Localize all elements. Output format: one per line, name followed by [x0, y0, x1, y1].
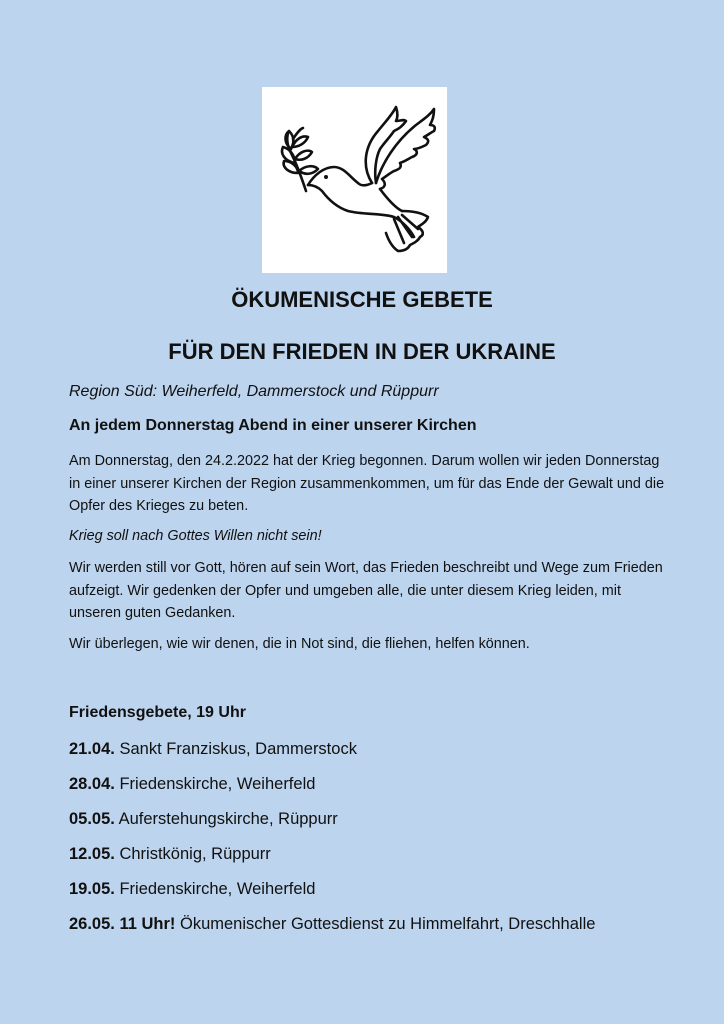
schedule-place: Ökumenischer Gottesdienst zu Himmelfahrt, Dreschhalle	[180, 915, 596, 933]
schedule-date: 28.04.	[69, 775, 115, 793]
schedule-place: Christkönig, Rüppurr	[119, 845, 271, 863]
schedule-item	[69, 810, 669, 829]
schedule-place: Friedenskirche, Weiherfeld	[119, 775, 316, 793]
schedule-time-note: 11 Uhr!	[119, 915, 176, 933]
schedule-item	[69, 845, 669, 864]
schedule-heading: Friedensgebete, 19 Uhr	[69, 704, 246, 721]
schedule-place: Sankt Franziskus, Dammerstock	[119, 740, 357, 758]
schedule-item	[69, 740, 669, 759]
dove-logo	[262, 87, 447, 273]
schedule-item	[69, 880, 669, 899]
schedule-place: Friedenskirche, Weiherfeld	[119, 880, 316, 898]
page-title-line-1: ÖKUMENISCHE GEBETE	[231, 287, 493, 312]
help-paragraph: Wir überlegen, wie wir denen, die in Not sind, die fliehen, helfen können.	[69, 636, 530, 652]
description-paragraph: Wir werden still vor Gott, hören auf sein Wort, das Frieden beschreibt und Wege zum Frieden aufzeigt. Wir gedenken der Opfer und umgeben alle, die unter diesem Krieg leiden, mit unseren guten Gedanken.	[69, 560, 663, 621]
section-heading: An jedem Donnerstag Abend in einer unserer Kirchen	[69, 417, 477, 434]
intro-paragraph: Am Donnerstag, den 24.2.2022 hat der Krieg begonnen. Darum wollen wir jeden Donnerstag in einer unserer Kirchen der Region zusammenkommen, um für das Ende der Gewalt und die Opfer des Krieges zu beten.	[69, 453, 665, 514]
schedule-date: 19.05.	[69, 880, 115, 898]
schedule-date: 21.04.	[69, 740, 115, 758]
schedule-date: 12.05.	[69, 845, 115, 863]
quote-paragraph: Krieg soll nach Gottes Willen nicht sein!	[69, 528, 322, 544]
schedule-item	[69, 775, 669, 794]
schedule-date: 05.05.	[69, 810, 115, 828]
page-title-line-2: FÜR DEN FRIEDEN IN DER UKRAINE	[168, 339, 556, 364]
schedule-place: Auferstehungskirche, Rüppurr	[118, 810, 338, 828]
schedule-item	[69, 915, 709, 934]
region-subtitle: Region Süd: Weiherfeld, Dammerstock und Rüppurr	[69, 383, 439, 400]
schedule-date: 26.05.	[69, 915, 115, 933]
dove-with-olive-branch-icon	[262, 87, 447, 273]
